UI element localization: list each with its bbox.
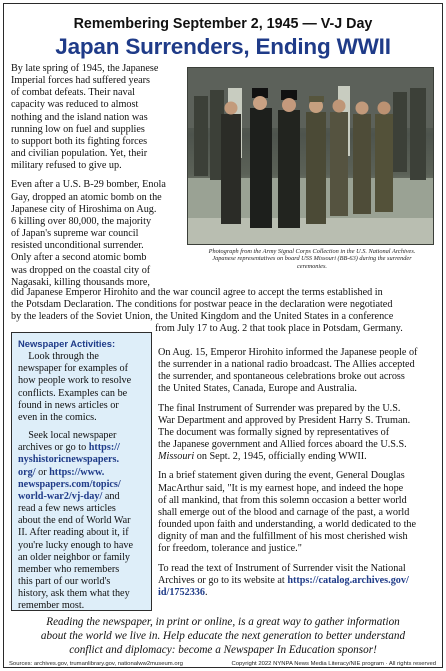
sidebar-title: Newspaper Activities: xyxy=(18,338,116,349)
newspapers-link-end[interactable]: world-war2/vj-day/ xyxy=(18,490,103,502)
sponsor-appeal: Reading the newspaper, in print or online, is a great way to gather information about the world we live in. Help educate the next generation to better understand conflict and diplomacy: become a Newspaper In Education sponsor! xyxy=(40,616,406,656)
article-paragraph-1: By late spring of 1945, the Japanese Imperial forces had suffered years of combat defeats. Their naval capacity was reduced to almost nothing and the island nation was running low on fuel and supplies to support both its fighting forces and civilian population. Yet, their military refused to give up. xyxy=(11,63,159,172)
main-headline: Japan Surrenders, Ending WWII xyxy=(55,34,391,59)
nyshistoric-link-end[interactable]: org/ xyxy=(18,466,36,478)
nyshistoric-link[interactable]: https:// xyxy=(88,442,120,454)
kicker-heading: Remembering September 2, 1945 — V-J Day xyxy=(73,16,373,32)
article-fullwidth-continuation: did Japanese Emperor Hirohito and the war council agree to accept the terms established in the Potsdam Declaration. The conditions for postwar peace in the declaration were negotiated by the leaders of the Soviet Union, the United Kingdom and the United States in a conference from July 17 to Aug. 2 that took place in Potsdam, Germany. xyxy=(11,287,403,335)
surrender-ceremony-photo xyxy=(187,67,434,245)
archives-link-cont[interactable]: id/1752336 xyxy=(158,586,205,598)
article-paragraph-3: On Aug. 15, Emperor Hirohito informed the Japanese people of the surrender in a national radio broadcast. The Allies accepted the surrender, and spontaneous celebrations broke out across the United States, Canada, Europe and Australia. xyxy=(158,347,418,395)
photo-illustration xyxy=(188,68,434,245)
article-paragraph-6: To read the text of Instrument of Surrender visit the National Archives or go to its website at https://catalog.archives.gov/ id/1752336. xyxy=(158,562,409,598)
photo-caption: Photograph from the Army Signal Corps Collection in the U.S. National Archives. Japanese representatives on board USS Missouri (BB-63) during the surrender ceremonies. xyxy=(208,248,416,270)
newspaper-activities-box xyxy=(11,332,152,611)
archives-link[interactable]: https://catalog.archives.gov/ xyxy=(287,574,409,586)
article-intro-column xyxy=(11,63,186,289)
poster-page xyxy=(3,3,443,668)
sources-credit: Sources: archives.gov, trumanlibrary.gov, nationalww2museum.org xyxy=(9,661,183,667)
newspapers-link[interactable]: https://www. xyxy=(49,466,105,478)
sidebar-activity-1: Look through the newspaper for examples of how people work to resolve conflicts. Examples can be found in news articles or even in the comics. xyxy=(18,351,132,423)
copyright-notice: Copyright 2022 NYNPA News Media Literacy/NIE program · All rights reserved xyxy=(231,661,436,667)
newspapers-link-cont[interactable]: newspapers.com/topics/ xyxy=(18,478,121,490)
article-right-column xyxy=(158,347,440,599)
article-paragraph-2: Even after a U.S. B-29 bomber, Enola Gay, dropped an atomic bomb on the Japanese city of Hiroshima on Aug. 6 killing over 80,000, the majority of Japan's supreme war council resisted unconditional surrender. Only after a second atomic bomb was dropped on the coastal city of Nagasaki, killing thousands more, xyxy=(11,179,166,288)
nyshistoric-link-cont[interactable]: nyshistoricnewspapers. xyxy=(18,454,120,466)
article-paragraph-4: The final Instrument of Surrender was prepared by the U.S. War Department and approved by President Harry S. Truman. The document was formally signed by representatives of the Japanese government and Allied forces aboard the U.S.S. Missouri on Sept. 2, 1945, officially ending WWII. xyxy=(158,402,411,463)
article-paragraph-5: In a brief statement given during the event, General Douglas MacArthur said, "It is my earnest hope, and indeed the hope of all mankind, that from this solemn occasion a better world shall emerge out of the blood and carnage of the past, a world founded upon faith and understanding, a world dedicated to the dignity of man and the fulfillment of his most cherished wish for freedom, tolerance and justice." xyxy=(158,470,417,555)
sidebar-activity-2: Seek local newspaper archives or go to https:// nyshistoricnewspapers. org/ or https://www. newspapers.com/topics/ world-war2/vj-day/ and read a few news articles about the end of World War II. After reading about it, if you're lucky enough to have an older neighbor or family member who remembers this part of our world's history, ask them what they remember most. xyxy=(18,430,133,612)
